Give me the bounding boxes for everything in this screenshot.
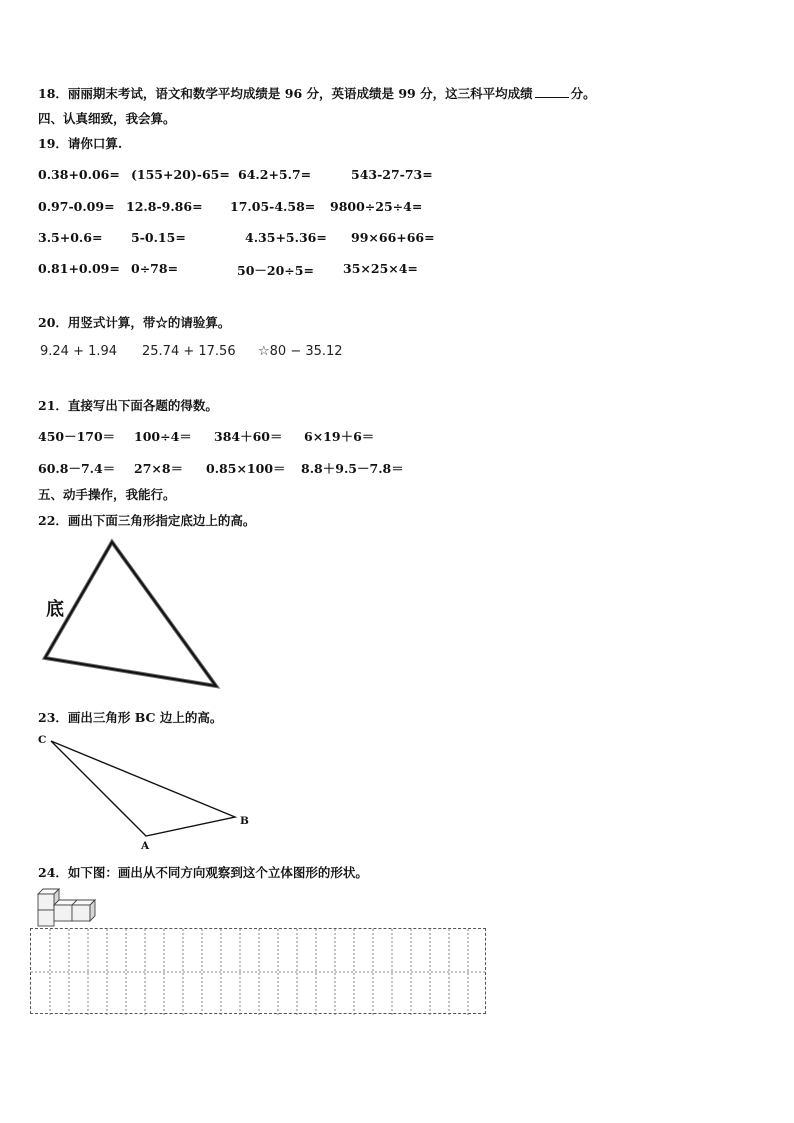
oral-calc-expression: 35×25×4= bbox=[343, 261, 418, 276]
oral-calc-expression: 17.05-4.58= bbox=[230, 199, 316, 214]
oral-calc-expression: 543-27-73= bbox=[351, 167, 433, 182]
oral-calc-expression: 5-0.15= bbox=[131, 230, 186, 245]
base-label: 底 bbox=[46, 599, 64, 620]
direct-answer-expression: 60.8－7.4＝ bbox=[38, 461, 116, 476]
oral-calc-expression: 9800÷25÷4= bbox=[330, 199, 423, 214]
question-20-title: 20．用竖式计算，带☆的请验算。 bbox=[38, 315, 231, 330]
answer-blank[interactable] bbox=[535, 86, 569, 98]
direct-answer-expression: 450－170＝ bbox=[38, 429, 116, 444]
section-4-heading: 四、认真细致，我会算。 bbox=[38, 111, 176, 126]
section-5-heading: 五、动手操作，我能行。 bbox=[38, 487, 176, 502]
oral-calc-expression: 99×66+66= bbox=[351, 230, 435, 245]
question-22-title: 22．画出下面三角形指定底边上的高。 bbox=[38, 513, 256, 528]
vertex-label-b: B bbox=[240, 815, 249, 827]
oral-calc-expression: 0÷78= bbox=[131, 261, 179, 276]
drawing-grid-lines bbox=[31, 929, 487, 1015]
vertex-label-a: A bbox=[141, 840, 150, 852]
vertex-label-c: C bbox=[38, 734, 47, 746]
direct-answer-expression: 27×8＝ bbox=[134, 461, 184, 476]
question-19-title: 19．请你口算. bbox=[38, 136, 123, 151]
oral-calc-expression: 50－20÷5= bbox=[237, 263, 314, 278]
direct-answer-expression: 6×19＋6＝ bbox=[304, 429, 375, 444]
triangle-abc-shape bbox=[51, 741, 235, 836]
question-18-text: 18．丽丽期末考试，语文和数学平均成绩是 96 分，英语成绩是 99 分，这三科平均成绩 bbox=[38, 86, 533, 101]
oral-calc-expression: 0.38+0.06= bbox=[38, 167, 120, 182]
triangle-shape bbox=[45, 542, 216, 686]
vertical-calc-item: 9.24 + 1.94 bbox=[40, 344, 118, 359]
oral-calc-expression: 12.8-9.86= bbox=[126, 199, 203, 214]
direct-answer-expression: 0.85×100＝ bbox=[206, 461, 286, 476]
question-18 bbox=[38, 84, 596, 102]
direct-answer-expression: 384＋60＝ bbox=[214, 429, 283, 444]
question-18-unit: 分。 bbox=[570, 86, 596, 101]
oral-calc-expression: 64.2+5.7= bbox=[238, 167, 312, 182]
drawing-grid[interactable] bbox=[30, 928, 486, 1014]
oral-calc-expression: 3.5+0.6= bbox=[38, 230, 103, 245]
oral-calc-expression: 0.81+0.09= bbox=[38, 261, 120, 276]
oral-calc-expression: 4.35+5.36= bbox=[245, 230, 327, 245]
oral-calc-expression: (155+20)-65= bbox=[131, 167, 230, 182]
question-21-title: 21．直接写出下面各题的得数。 bbox=[38, 398, 218, 413]
direct-answer-expression: 8.8＋9.5－7.8＝ bbox=[301, 461, 404, 476]
vertical-calc-item: 25.74 + 17.56 bbox=[142, 344, 236, 359]
direct-answer-expression: 100÷4＝ bbox=[134, 429, 192, 444]
question-23-title: 23．画出三角形 BC 边上的高。 bbox=[38, 710, 223, 725]
vertical-calc-item: ☆80 − 35.12 bbox=[258, 344, 343, 359]
oral-calc-expression: 0.97-0.09= bbox=[38, 199, 115, 214]
question-24-title: 24．如下图：画出从不同方向观察到这个立体图形的形状。 bbox=[38, 865, 368, 880]
